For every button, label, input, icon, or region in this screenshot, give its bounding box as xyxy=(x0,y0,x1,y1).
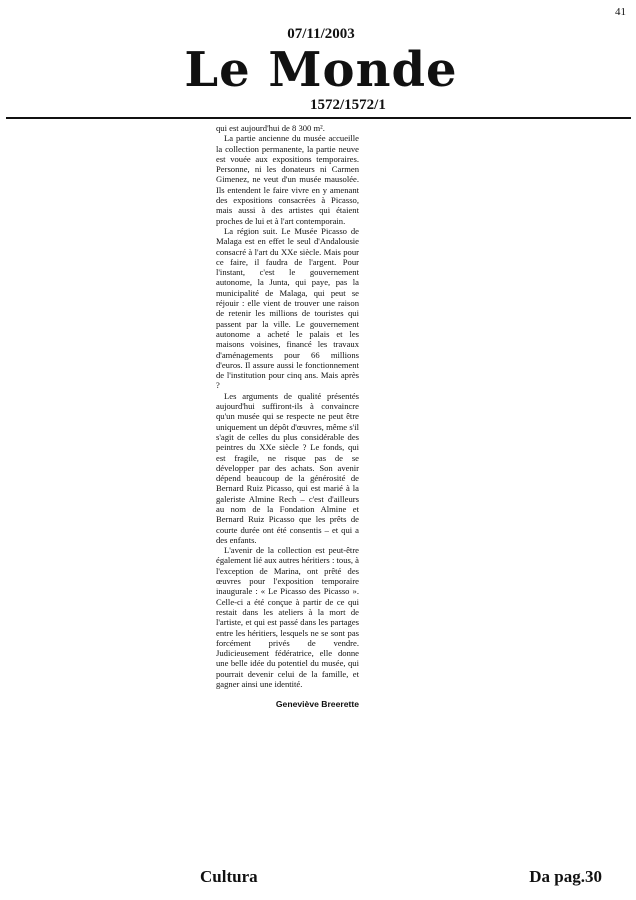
author-signature: Geneviève Breerette xyxy=(275,699,359,710)
publication-date: 07/11/2003 xyxy=(287,26,355,42)
article-paragraph: qui est aujourd'hui de 8 300 m². xyxy=(216,123,325,133)
article-paragraph: La région suit. Le Musée Picasso de Malaga est en effet le seul d'Andalousie consacré à l'art du XXe siècle. Mais pour ce faire, il faudra de l'argent. Pour l'instant, c'est le gouvernement autonome, la Junta, qui paye, pas la municipalité de Malaga, qui peut se réjouir : elle vient de trouver une raison de retenir les millions de touristes qui passent par la ville. Le gouvernement autonome a acheté le palais et les maisons voisines, financé les travaux d'aménagements pour 66 millions d'euros. Il assure aussi le fonctionnement de l'institution pour cinq ans. Mais après ? xyxy=(216,225,359,391)
continuation-label: Da pag.30 xyxy=(529,867,602,886)
article-paragraph: L'avenir de la collection est peut-être également lié aux autres héritiers : tous, à l'exception de Marina, ont prêté des œuvres pour l'exposition temporaire inaugurale : « Le Picasso des Picasso ». Celle-ci a été conçue à partir de ce qui restait dans les ateliers à la mort de l'artiste, et qui est passé dans les partages entre les héritiers, lesquels ne se sont pas forcément privés de vendre. Judicieusement fédératrice, elle donne une belle idée du potentiel du musée, qui pourrait devenir celui de la famille, et gagner ainsi une identité. xyxy=(216,545,359,690)
header-divider xyxy=(6,117,631,119)
page-number: 41 xyxy=(615,6,626,18)
reference-code: 1572/1572/1 xyxy=(310,97,386,113)
article-paragraph: Les arguments de qualité présentés aujourd'hui suffiront-ils à convaincre qu'un musée qui se respecte ne peut être uniquement un dépôt d'œuvres, même s'il s'agit de celles du plus considérable des peintres du XXe siècle ? Le fonds, qui est fragile, ne risque pas de se développer par des achats. Son avenir dépend beaucoup de la générosité de Bernard Ruiz Picasso, qui est marié à la galeriste Almine Rech – c'est d'ailleurs au nom de la Fondation Almine et Bernard Ruiz Picasso que les prêts de courte durée ont été consentis – et qui a des enfants. xyxy=(216,390,359,545)
article-column xyxy=(216,123,359,710)
section-label: Cultura xyxy=(200,867,258,886)
newspaper-logo: Le Monde xyxy=(184,42,458,98)
article-paragraph: La partie ancienne du musée accueille la collection permanente, la partie neuve est vouée aux expositions temporaires. Personne, ni les donateurs ni Carmen Gimenez, ne veut d'un musée mausolée. Ils entendent le faire vivre en y amenant des expositions consacrées à Picasso, mais aussi à des artistes qui étaient proches de lui et à l'art contemporain. xyxy=(216,133,359,226)
